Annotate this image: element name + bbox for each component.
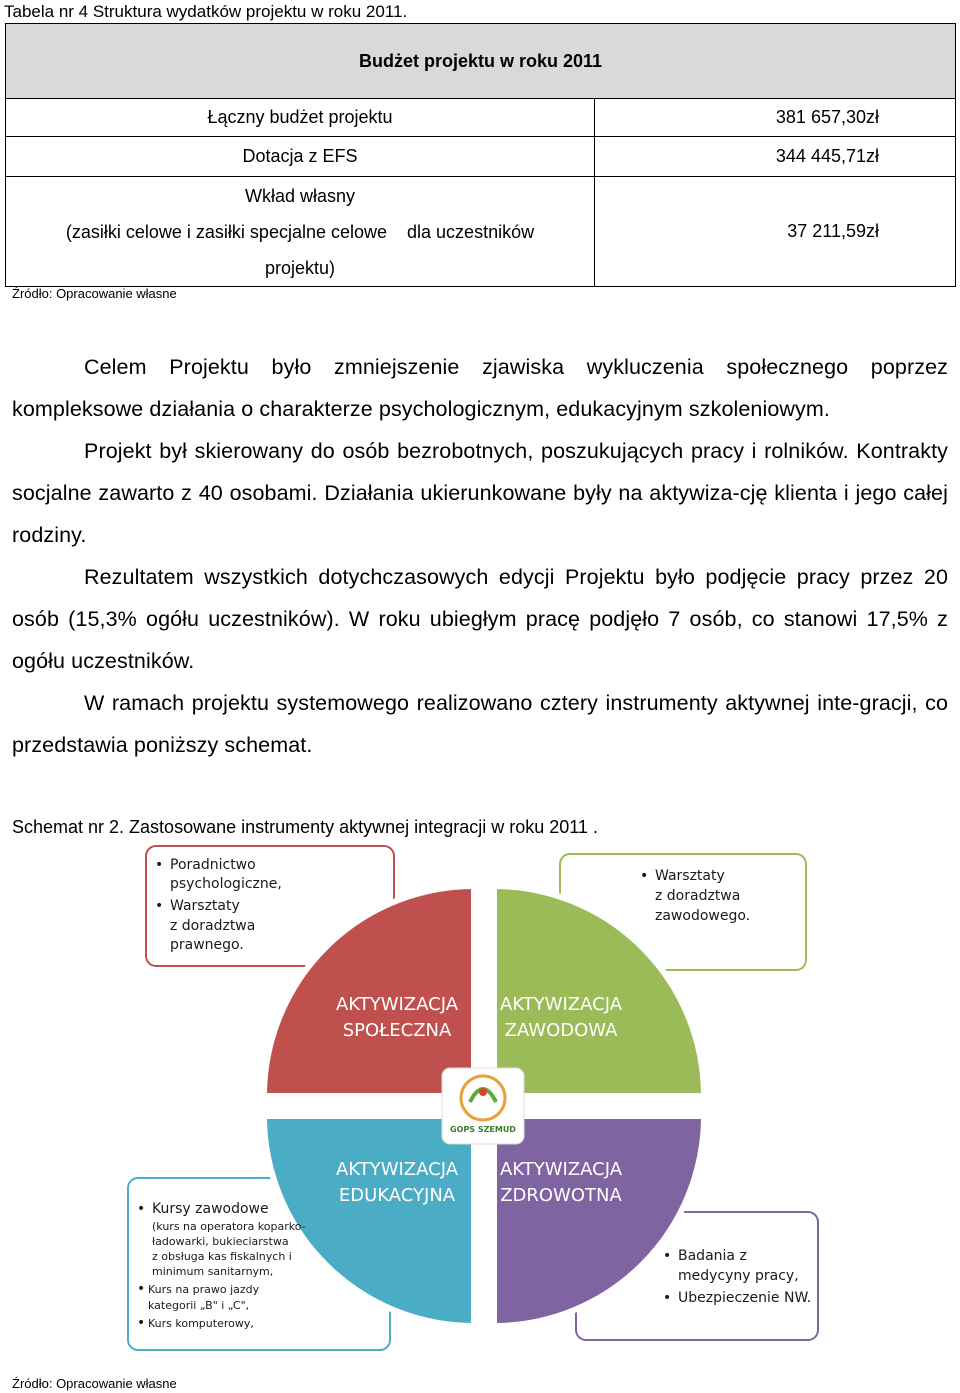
paragraph: W ramach projektu systemowego realizowano cztery instrumenty aktywnej inte-gracji, co przedstawia poniższy schemat. [12, 691, 948, 757]
row-label: Łączny budżet projektu [6, 99, 595, 137]
note-line: z obsługa kas fiskalnych i [152, 1250, 292, 1263]
note-line: Kurs na prawo jazdy [148, 1283, 260, 1296]
note-bullet: • [640, 868, 649, 884]
note-bullet: • [155, 857, 164, 873]
row-value: 37 211,59zł [595, 177, 956, 287]
note-line: Ubezpieczenie NW. [678, 1290, 812, 1306]
social-title-1: AKTYWIZACJA [335, 994, 459, 1015]
health-title-2: ZDROWOTNA [500, 1185, 622, 1206]
diagram-source: Źródło: Opracowanie własne [12, 1376, 177, 1391]
note-line: (kurs na operatora koparko- [152, 1220, 306, 1233]
row-label: Dotacja z EFS [6, 137, 595, 177]
note-bullet: • [137, 1315, 146, 1331]
note-line: Badania z [678, 1248, 747, 1264]
social-title-2: SPOŁECZNA [342, 1020, 452, 1041]
gops-logo [442, 1068, 524, 1144]
table-caption: Tabela nr 4 Struktura wydatków projektu w roku 2011. [4, 2, 408, 21]
note-bullet: • [155, 898, 164, 914]
row-label [6, 177, 595, 287]
note-line: Poradnictwo [170, 857, 256, 873]
row-value: 381 657,30zł [595, 99, 956, 137]
row-label-line: Wkład własny [244, 185, 356, 206]
table-row [6, 99, 956, 137]
professional-title-2: ZAWODOWA [504, 1020, 618, 1041]
paragraph: Celem Projektu było zmniejszenie zjawiska wykluczenia społecznego poprzez kompleksowe działania o charakterze psychologicznym, edukacyjnym szkoleniowym. [12, 355, 948, 421]
note-bullet: • [137, 1201, 146, 1217]
table-row [6, 177, 956, 287]
note-bullet: • [137, 1281, 146, 1297]
note-bullet: • [663, 1290, 672, 1306]
table-source: Źródło: Opracowanie własne [12, 286, 177, 301]
health-title-1: AKTYWIZACJA [499, 1159, 623, 1180]
note-line: medycyny pracy, [678, 1268, 799, 1284]
note-bullet: • [663, 1248, 672, 1264]
note-line: minimum sanitarnym, [152, 1265, 274, 1278]
row-label-line: (zasiłki celowe i zasiłki specjalne celowe dla uczestników [65, 221, 535, 242]
note-line: psychologiczne, [170, 876, 282, 892]
logo-text: GOPS SZEMUD [450, 1125, 516, 1134]
note-line: ładowarki, bukieciarstwa [152, 1235, 289, 1248]
body-text [12, 346, 948, 766]
budget-table [5, 23, 956, 287]
note-line: Kursy zawodowe [152, 1201, 269, 1217]
row-label-line: projektu) [264, 257, 336, 278]
row-value: 344 445,71zł [595, 137, 956, 177]
note-line: z doradztwa [170, 918, 256, 934]
paragraph: Projekt był skierowany do osób bezrobotnych, poszukujących pracy i rolników. Kontrakty socjalne zawarto z 40 osobami. Działania ukierunkowane były na aktywiza-cję klienta i jego całej rodziny. [12, 439, 948, 547]
table-header: Budżet projektu w roku 2011 [6, 24, 956, 99]
note-line: z doradztwa [655, 888, 741, 904]
table-row [6, 137, 956, 177]
note-line: Warsztaty [655, 868, 725, 884]
professional-title-1: AKTYWIZACJA [499, 994, 623, 1015]
note-line: kategorii „B" i „C", [148, 1299, 250, 1312]
diagram-caption: Schemat nr 2. Zastosowane instrumenty aktywnej integracji w roku 2011 . [12, 817, 598, 837]
note-line: prawnego. [170, 937, 244, 953]
note-line: Kurs komputerowy, [148, 1317, 254, 1330]
paragraph: Rezultatem wszystkich dotychczasowych edycji Projektu było podjęcie pracy przez 20 osób (15,3% ogółu uczestników). W roku ubiegłym pracę podjęło 7 osób, co stanowi 17,5% z ogółu uczestników. [12, 565, 948, 673]
note-line: zawodowego. [655, 908, 751, 924]
educational-title-2: EDUKACYJNA [338, 1185, 456, 1206]
note-line: Warsztaty [170, 898, 240, 914]
educational-title-1: AKTYWIZACJA [335, 1159, 459, 1180]
integration-diagram [0, 840, 960, 1370]
